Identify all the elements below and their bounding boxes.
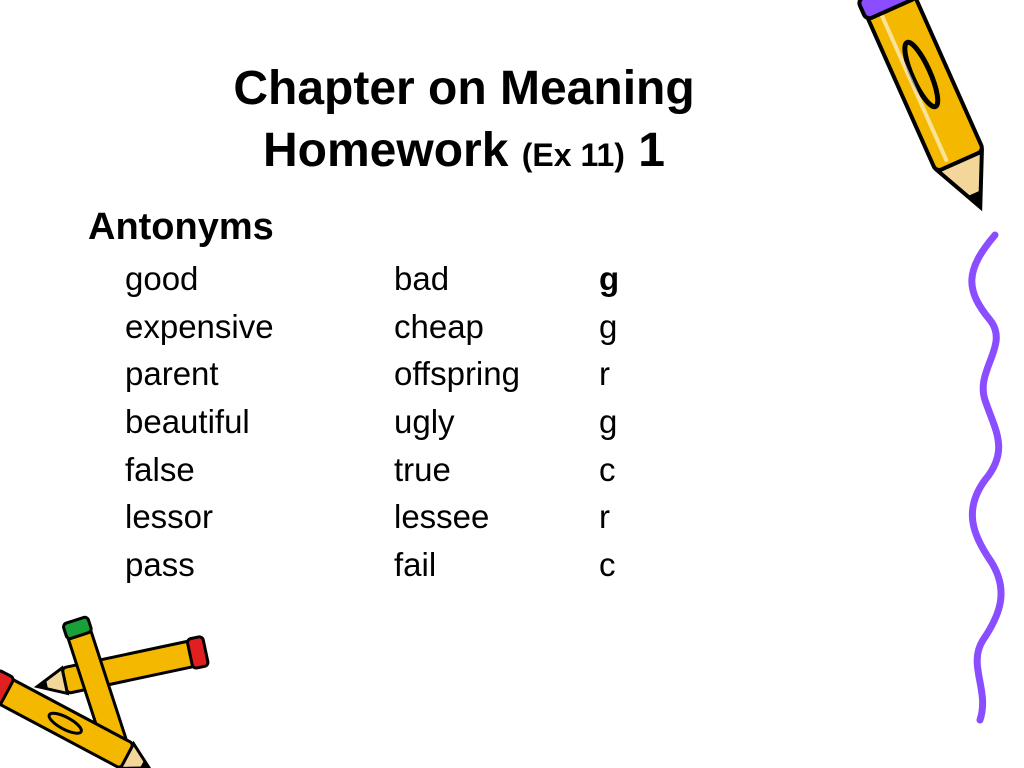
word: beautiful — [125, 403, 250, 441]
code: g — [599, 307, 618, 345]
list-item — [125, 541, 685, 589]
list-item — [125, 303, 685, 351]
title-exercise: (Ex 11) — [521, 137, 625, 173]
title-homework: Homework — [263, 124, 509, 177]
code: c — [599, 546, 616, 584]
word: lessor — [125, 498, 214, 536]
word: pass — [125, 546, 195, 584]
word: expensive — [125, 307, 274, 345]
code: g — [599, 403, 618, 441]
antonym: bad — [394, 260, 450, 297]
slide-title — [0, 58, 928, 186]
list-item — [125, 493, 685, 541]
antonym: true — [394, 450, 451, 488]
antonym: lessee — [394, 498, 490, 536]
word: parent — [125, 355, 219, 393]
list-item — [125, 255, 685, 303]
word: good — [125, 260, 199, 297]
code: c — [599, 450, 616, 488]
list-item — [125, 446, 685, 494]
code: r — [599, 498, 610, 536]
squiggle-line — [955, 230, 1015, 725]
list-item — [125, 398, 685, 446]
list-item — [125, 350, 685, 398]
title-number: 1 — [638, 124, 665, 177]
code: r — [599, 355, 610, 393]
antonym: cheap — [394, 307, 484, 345]
title-line-1: Chapter on Meaning — [233, 62, 695, 115]
pencil-icon — [855, 0, 1015, 245]
antonym: fail — [394, 546, 437, 584]
pencils-icon — [0, 610, 210, 768]
section-heading: Antonyms — [88, 206, 274, 248]
title-line-2 — [0, 120, 928, 186]
antonym-list — [125, 255, 685, 589]
code: g — [599, 260, 620, 297]
word: false — [125, 450, 195, 488]
antonym: ugly — [394, 403, 455, 441]
antonym: offspring — [394, 355, 520, 393]
